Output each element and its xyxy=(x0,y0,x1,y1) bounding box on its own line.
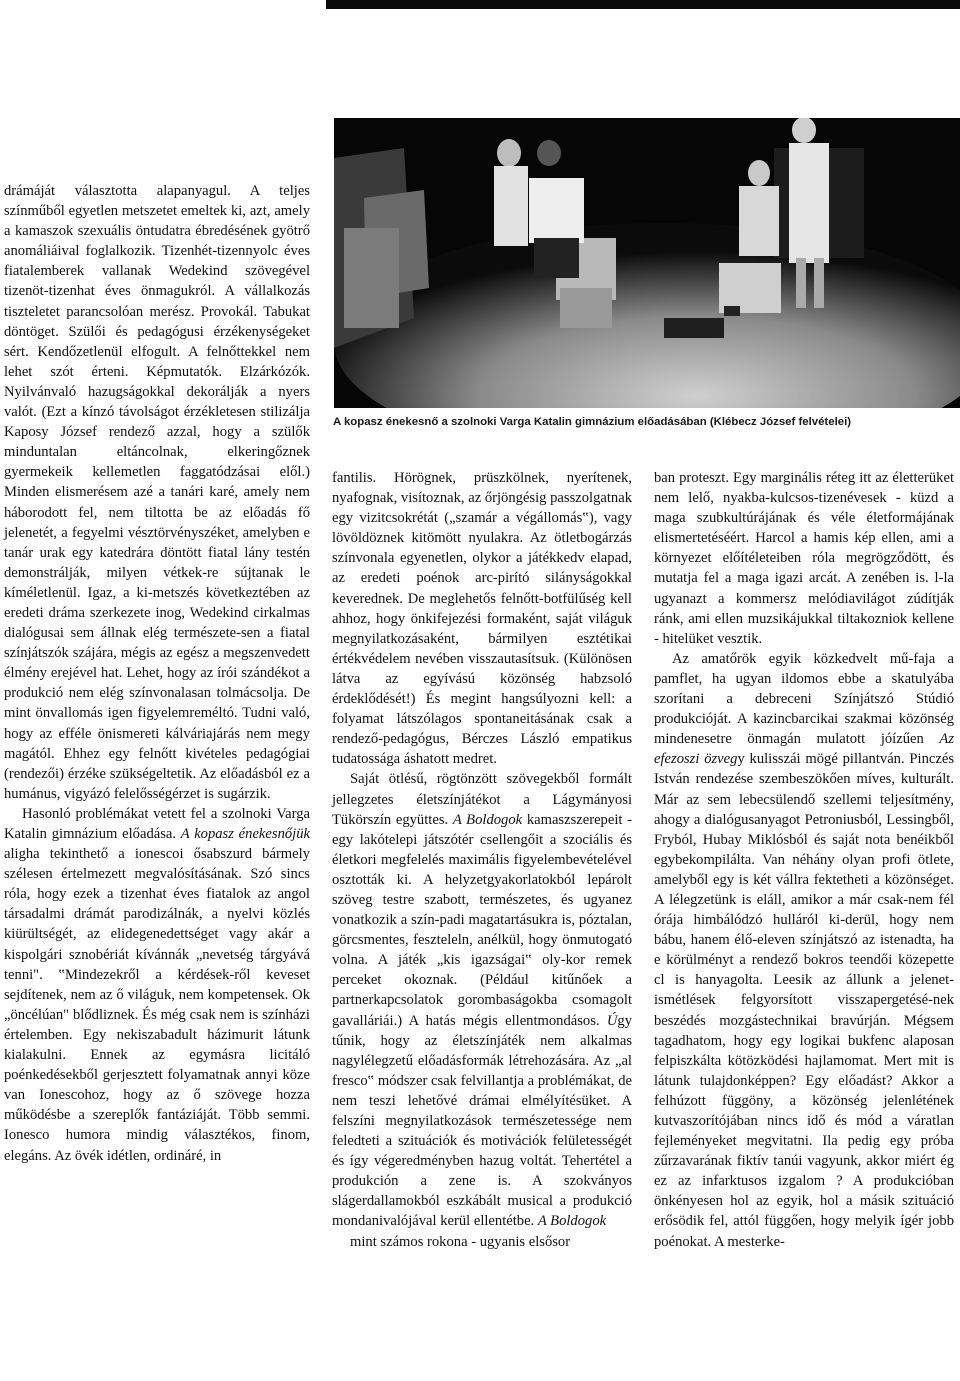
paragraph: drámáját választotta alapanyagul. A teljes színműből egyetlen metszetet emeltek ki, azt, amely a kamaszok szexuális öntudatra ébredésének gyötrő anomáliáival foglalkozik. Tizenhét-tizennyolc éves fiatalemberek vallanak Wedekind szövegével tizenöt-tizenhat éves önmagukról. A vállalkozás tiszteletet parancsolóan merész. Provokál. Tabukat döntöget. Szülői és pedagógusi érzékenységeket sért. Kendőzetlenül elfogult. A felnőttekkel nem lehet szót érteni. Képmutatók. Elzárkózók. Nyilvánvaló hazugságokkal dekorálják a nyers valót. (Ezt a kínzó távolságot érzékletesen stilizálja Kaposy József rendező azzal, hogy a szülők minduntalan eltáncolnak, elkeringőznek gyermekeik kellemetlen faggatódzásai elől.) Minden elismerésem azé a tanári karé, amely nem háborodott fel, nem tiltotta be az előadás fő jelenetét, a fegyelmi vésztörvényszéket, amelyben e tanár urak egy katedrára döntött fiatal lány testén demonstrálják, milyen vétkek-re sújtanak le kíméletlenül. Igaz, a ki-metszés következtében az eredeti dráma szerkezete inog, Wedekind cirkalmas dialógusai sem állnak elég természete-sen a fiatal színjátszók szájára, mégis az egész a megszenvedett élmény erejével hat. Lehet, hogy az írói szándékot a produkció nem elég színvonalasan tolmácsolja. De mint önvallomás igen figyelemreméltó. Tudni való, hogy az efféle önismereti kálváriajárás nem megy magától. Ehhez egy felnőtt kivételes pedagógiai (rendezői) érzéke szükségeltetik. Az előadásból ez a humánus, vigyázó felelősségérzet is sugárzik. xyxy=(4,183,310,802)
text-column-left xyxy=(4,181,310,1381)
text-column-right xyxy=(654,468,954,1381)
text-column-middle xyxy=(332,468,632,1381)
paragraph: ban proteszt. Egy marginális réteg itt az életterüket nem lelő, nyakba-kulcsos-tizenévesek - küzd a maga szubkultúrájának és véle életformájának elismertetéséért. Harcol a hamis kép ellen, ami a környezet előítéleteiben róla megrögződött, és mutatja fel a maga igazi arcát. A zenében is. l-la ugyanazt a kommersz melódiavilágot zúdítják ránk, ami ellen muzsikájukkal tiltakozniok kellene - hitelüket vesztik. xyxy=(654,470,954,647)
stage-photo xyxy=(334,118,960,408)
paragraph-text: Az amatőrök egyik közkedvelt mű-faja a pamflet, ha ugyan ildomos ebbe a skatulyába szorítani a debreceni Színjátszó Stúdió produkcióját. A kazincbarcikai szakmai közönség mindenesetre önmagán mulatott jóízűen xyxy=(654,650,954,748)
paragraph xyxy=(332,769,632,1231)
paragraph-text: kamaszszerepeit - egy lakótelepi játszótér csellengőit a szociális és életkori megfelelés maximális figyelembevételével osztották ki. A helyzetgyakorlatokból lepárolt szöveg testre szabott, természetes, és ugyanez vonatkozik a szín-padi magatartásukra is, póztalan, görcsmentes, feszteleln, anélkül, hogy önmutogató volna. A játék „kis igazságai‟ oly-kor remek perceket okoznak. (Például kitűnőek a partnerkapcsolatok gorombaságokba csomagolt gavalláriái.) A hatás mégis ellentmondásos. xyxy=(332,811,632,1029)
paragraph-text: Ú xyxy=(606,1012,618,1029)
paragraph: fantilis. Hörögnek, prüszkölnek, nyerítenek, nyafognak, visítoznak, az őrjöngésig passzolgatnak egy vizitcsokrétát („szamár a végállomás‟), vagy lövöldöznek kitömött nyulakra. Az ötletbogárzás színvonala egyenetlen, olykor a játékkedv elapad, az eredeti poénok arc-pirító silányságokkal keverednek. De meglehetős felnőtt-botfülűség kell ahhoz, hogy önkifejezési formaként, saját világuk megnyilatkozásaként, bármilyen esztétikai értékvédelem nevében visszautasítsuk. (Különösen látva az egyívású közönség habzsoló érdeklődését!) És megint hangsúlyozni kell: a folyamat látszólagos spontaneitásának csak a rendező-pedagógus, Bérczes László empatikus tudatossága áshatott medret. xyxy=(332,470,632,768)
paragraph-text: Hasonló problémákat vetett fel a szolnoki Varga Katalin gimnázium előadása. xyxy=(4,805,310,842)
paragraph-text: y kulisszái mögé pillantván. Pinczés István rendezése szembeszökően míves, kulturált. Már az sem lebecsülendő szellemi teljesítmény, ahogy a dialógusanyagot Petroniusból, Lessingből, Fryból, Hubay Miklósból és saját nota benéikből egybekompilálta. Van néhány olyan profi ötlete, amelyből egy is két vállra fektetheti a közönséget. A lélegzetünk is eláll, amikor a már csak-nem fél órája himbálódzó hulláról ki-derül, hogy nem bábu, hanem élő-eleven színjátszó az istenadta, ha e körülményt a rendező bokros teendői közepette cl is hanyagolta. Leesik az állunk a jelenet-ismétlések felgyorsított visszapergetésé-nek beszédés mozgástechnikai bravúrján. Mégsem tagadhatom, hogy egy logikai bukfenc alaposan felpiszkálta kötözködési hajlamomat. Mert mit is látunk tulajdonképpen? Egy előadást? Akkor a felhúzott függöny, a közönség jelenlétének kutvaszorítójában nincs idő és mód a váratlan fejleményeket megvitatni. Ila pedig egy próba zűrzavarának fiktív tanúi vagyunk, akkor miért ég ez az infarktusos izgalom ? A produkcióban önkényesen hol az egyik, hol a másik szituáció erősödik fel, attól függően, hogy melyik ígér jobb poénokat. A mesterke- xyxy=(654,751,954,1250)
paragraph-text: aligha tekinthető a ionescoi ősabszurd bármely szélesen értelmezett megvalósításának. Szó sincs róla, hogy ezek a tizenhat éves fiatalok az angol társadalmi drámát parodizálnák, a nyelvi közlés kiürültségét, az elidegenedettséget vagy akár a kispolgári sznobériát kívánnák „nevetség tárgyává tenni". ‟Mindezekről a kérdések-ről keveset sejdítenek, nem az ő világuk, nem kompetensek. Ok „öncélúan" blődliznek. És még csak nem is színházi értelemben. Egy nekiszabadult házimurit látunk kialakulni. Ennek az egymásra licitáló poénkedésekből gerjesztett folyamatnak annyi köze van Ionescohoz, hogy az ő szövege hozza működésbe a szereplők fantáziáját. Több semmi. Ionesco humora mindig választékos, finom, elegáns. Az övék idétlen, ordináré, in xyxy=(4,846,310,1164)
play-title: A Boldogok xyxy=(452,811,523,828)
paragraph: mint számos rokona - ugyanis elsősor xyxy=(350,1233,571,1250)
page-top-dark-edge xyxy=(326,0,960,9)
play-title: A Boldogok xyxy=(537,1213,607,1230)
paragraph xyxy=(654,649,954,1252)
stage-photo-image xyxy=(334,118,960,408)
paragraph xyxy=(4,804,310,1166)
paragraph-text: gy tűnik, hogy az életszínjáték nem alkalmas nagylélegzetű előadásformák létrehozására. Az „al fresco‟ módszer csak felvillantja a problémákat, de nem teszi lehetővé drámai elmélyítésüket. A felszíni megnyilatkozások természetessége nem feledteti a szituációk és motivációk felületességét és így végeredményben hazug voltát. Tehertétel a produkción a zene is. A szokványos slágerdallamokból eszkábált musical a produkció mondanivalójával kerül ellentétbe. xyxy=(332,1012,632,1230)
photo-caption: A kopasz énekesnő a szolnoki Varga Katalin gimnázium előadásában (Klébecz József felvételei) xyxy=(333,416,852,428)
play-title: Az efezoszi özveg xyxy=(654,731,954,768)
play-title: A kopasz énekesnőjük xyxy=(180,826,310,842)
paragraph-text: Saját ötlésű, rögtönzött szövegekből formált jellegzetes életszínjátékot a Lágymányosi Tükörszín együttes. xyxy=(332,771,632,828)
